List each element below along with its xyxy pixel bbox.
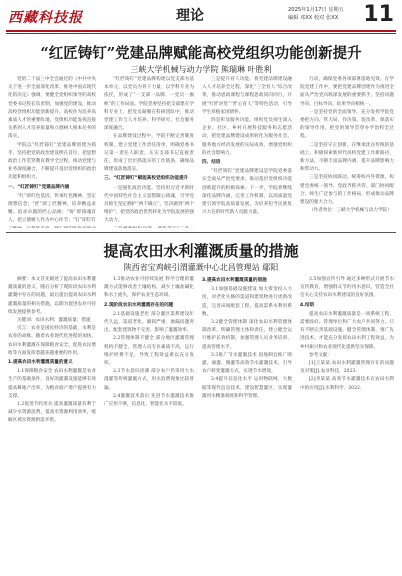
paragraph: 一是坚持党的全面领导。充分发挥学院党委把方向、管大局、作决策、促改革、保落实的领导作用，把党的领导贯穿办学治校全过程。 — [300, 109, 394, 140]
article1-title: “红匠铸钉”党建品牌赋能高校党组织功能创新提升 — [40, 45, 362, 62]
subheading: 3.提高农田水利灌溉质量的措施 — [202, 278, 267, 283]
header-rule-thin — [6, 33, 396, 34]
article2-column-4 — [300, 276, 394, 572]
article1-column-4 — [300, 76, 394, 228]
subheading: 四、结语 — [202, 160, 221, 166]
paragraph: 3.3推广节水灌溉技术 因地制宜推广喷灌、滴灌、微灌等高效节水灌溉技术，引导农户转变灌溉方式，实现节水增效。 — [202, 352, 292, 375]
article2-title: 提高农田水利灌溉质量的措施 — [103, 242, 299, 260]
article2-byline: 陕西省宝鸡峡引渭灌溉中心北昌管理站 鄢阳 — [123, 263, 279, 272]
issue-editor: 编辑 邓XX 校对 张XX — [288, 15, 339, 21]
paragraph: [1]王某某.农田水利灌溉管理存在的问题及对策[J].农业科技，2023. — [300, 361, 394, 375]
subheading: 一、“红匠铸钉”党建品牌内涵 — [8, 184, 70, 190]
newspaper-logo: 西藏科技报 — [8, 10, 83, 26]
paragraph: 在品牌建设过程中，学院不断完善制度机制，建立党建工作责任清单，明确党委书记第一责任人职责，压实支部书记直接责任，形成了层层抓落实的工作链条，确保品牌建设落地落实。 — [104, 134, 194, 173]
subheading: 4.结语 — [300, 302, 315, 308]
paragraph: 1.1保障粮食安全 农田水利灌溉是农业生产的基础条件，良好的灌溉设施能够有效提高耕地产出率，为粮食稳产增产提供有力支撑。 — [8, 369, 96, 399]
page-number: 11 — [363, 2, 394, 27]
paragraph: 一是强化政治功能。坚持用习近平新时代中国特色社会主义思想凝心铸魂，引导党员师生坚定拥护“两个确立”、坚决做到“两个维护”，把党的政治优势转化为学院发展的强大动力。 — [104, 185, 194, 224]
paragraph: “红匠铸钉”党建品牌建设是学院党委落实全面从严治党要求、推动基层党组织功能创新提升的积极探索。下一步，学院将继续深化品牌内涵，完善工作机制，以高质量党建引领学院高质量发展，为培养担当民族复兴大任的时代新人贡献力量。 — [202, 169, 292, 216]
article2-column-1 — [8, 276, 96, 572]
masthead — [0, 0, 402, 30]
article1-column-1 — [8, 76, 96, 228]
section-title: 理论 — [176, 8, 204, 24]
subheading: 1.提高农田水利灌溉质量的意义 — [8, 360, 73, 366]
paragraph: 二是坚持守正创新。在继承优良传统的基础上，积极探索新时代高校党建工作新路径、新方法，不断丰富品牌内涵，提升品牌影响力和带动力。 — [300, 142, 394, 173]
paragraph: 3.5加强宣传引导 通过多种形式开展节水宣传教育，增强群众节约用水意识，营造全社会关心支持农田水利建设的良好氛围。 — [300, 277, 394, 299]
paragraph: 三是坚持协同联动。统筹校内外资源，构建党委统一领导、党政齐抓共管、部门协同配合、师生广泛参与的工作格局，形成推动品牌建设的强大合力。 — [300, 175, 394, 206]
issue-info — [288, 6, 366, 22]
article-divider — [6, 232, 396, 233]
paragraph: 2.2管理体制不健全 部分地区灌溉管理机构不健全，管理人员专业素质不高，运行维护经费不足，导致工程效益难以充分发挥。 — [104, 336, 194, 367]
paragraph: [2]李某某.高效节水灌溉技术在农田水利中的应用[J].水利科学，2022. — [300, 377, 394, 391]
paragraph: 2.4灌溉技术落后 先进节水灌溉技术推广应用不够，信息化、智能化水平较低。 — [104, 393, 194, 408]
article1-column-2 — [104, 76, 194, 228]
paragraph: 3.1加强基础设施建设 加大资金投入力度，对老化失修的渠道和建筑物进行更新改造，完善田间配套工程，提高渠系水利用系数。 — [202, 287, 292, 317]
paragraph: 3.4提升信息化水平 运用物联网、大数据等现代信息技术，建设智慧灌区，实现灌溉用水精准调度和科学管理。 — [202, 377, 292, 399]
article2-column-2 — [104, 276, 194, 572]
paragraph: 关键词：农田水利；灌溉质量；措施 — [17, 318, 91, 324]
paragraph: 摘要：本文首先阐述了提高农田水利灌溉质量的意义，随后分析了现阶段农田水利灌溉中存在的问题，最后提出提高农田水利灌溉质量的相关措施，以期为促进农业可持续发展提供参考。 — [8, 277, 96, 315]
paragraph: “红匠铸钉”党建品牌构建以党支部为基本单元，以党员为骨干力量，以学科专业为依托，形成了“一支部一品牌、一党员一旗帜”的工作局面。学院党委坚持把支部建在学科专业上，把党员凝聚在科研团队中，推动党建工作与人才培养、科学研究、社会服务深度融合。 — [104, 77, 194, 132]
paragraph: 1.3推动农业可持续发展 科学合理的灌溉方式能够改善土壤结构，减少土壤盐碱化和水土流失，保护农业生态环境。 — [104, 277, 194, 299]
paragraph: 学院以“红匠铸钉”党建品牌创建为抓手，坚持把党的政治建设摆在首位，把思想政治工作贯穿教育教学全过程，推动党建与业务深度融合，不断提升基层党组织的政治功能和组织力。 — [8, 142, 96, 181]
paragraph: （作者单位：三峡大学机械与动力学院） — [309, 208, 392, 214]
paragraph: 行动，确保党委各项部署落地见效。在学院党建工作中，要把党建品牌创建作为推进全面从严治党向纵深发展的重要抓手，坚持问题导向、目标导向、结果导向相统一。 — [300, 77, 394, 107]
paragraph: 四是彰显服务功能。组织党员师生深入企业、社区、乡村开展科技服务和志愿活动，把党建品牌建设成果转化为服务社会、服务地方经济发展的实际成效，增强党组织的社会影响力。 — [202, 118, 292, 156]
paragraph: “红”即红色基因，传承红色精神，坚定理想信念；“匠”即工匠精神，培养精益求精、追求卓越的匠心品格；“铸”即铸魂育人，把立德树人作为中心环节；“钉”即钉钉 — [8, 193, 96, 224]
paragraph: 提高农田水利灌溉质量是一项系统工程，需要政府、管理单位和广大农户共同努力。只有不断完善基础设施、健全管理体制、推广先进技术，才能充分发挥农田水利工程效益，为乡村振兴和农业现代化提供坚实保障。 — [300, 311, 394, 350]
header-rule — [6, 30, 396, 32]
subheading: 2.现阶段农田水利灌溉存在的问题 — [104, 302, 174, 308]
paragraph: 党的二十届三中全会通过的《中共中央关于进一步全面深化改革、推进中国式现代化的决定》强调，要健全党组织领导的高校党委书记校长负责制，加强党的建设，推动高校党组织功能创新提升。高校作为培养高素质人才的重要阵地，党组织功能发挥直接关系到人才培养质量和立德树人根本任务的落实。 — [8, 77, 96, 140]
paragraph: 三是提升育人功能。将党建品牌建设融入人才培养全过程，深化“三全育人”综合改革，推动思政课程与课程思政同向同行，开展“红匠讲堂”“匠心育人”等特色活动，引导学生厚植家国情怀。 — [202, 77, 292, 115]
paragraph: 2.3节水意识淡薄 部分农户仍采用大水漫灌等传统灌溉方式，用水浪费现象比较普遍。 — [104, 369, 194, 391]
article1-column-3 — [202, 76, 292, 228]
subheading: 三、“红匠铸钉”赋能高校党组织功能提升 — [104, 176, 189, 182]
article1-byline: 三峡大学机械与动力学院 熊瑞琳 叶胜利 — [130, 65, 272, 74]
article2-column-3 — [202, 276, 292, 572]
paragraph — [104, 226, 194, 228]
paragraph: 2.1基础设施老化 部分灌区渠系建设年代久远，渠道老化、破损严重，渗漏问题突出，配套建筑物不完善，影响了灌溉效率。 — [104, 311, 194, 334]
paragraph: 参考文献： — [309, 352, 332, 358]
paragraph: 引言：农业是国民经济的基础，水利是农业的命脉。随着农业现代化进程的加快，农田水利灌溉在保障粮食安全、促进农民增收等方面发挥着越来越重要的作用。 — [8, 326, 96, 356]
paragraph: 3.2健全管理体制 深化农田水利管理体制改革，明确管理主体和责任，建立健全运行维护长效机制，加强管理人员业务培训，提高管理水平。 — [202, 320, 292, 350]
paragraph: 1.2促进节约用水 提高灌溉质量有利于减少水资源浪费，提高水资源利用效率，缓解区域水资源供需矛盾。 — [8, 402, 96, 424]
issue-date: 2025年1月17日 星期五 — [288, 7, 344, 13]
